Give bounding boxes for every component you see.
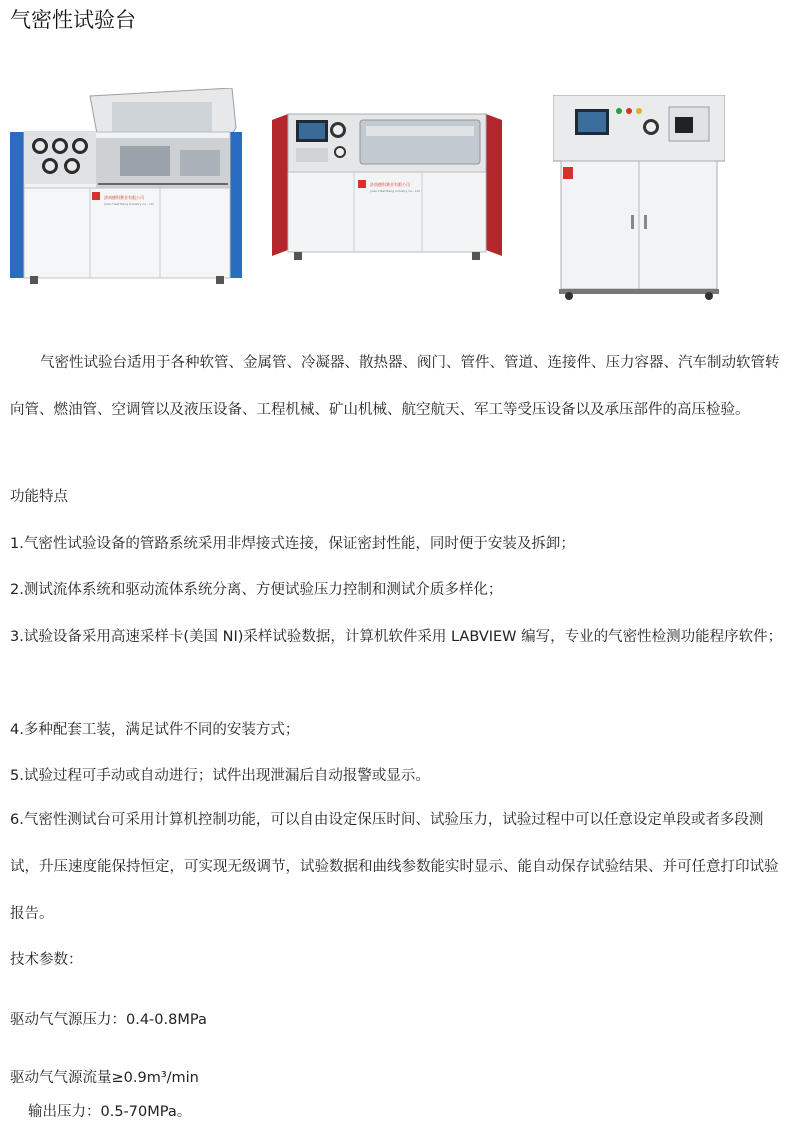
spec-item: 驱动气气源压力：0.4-0.8MPa xyxy=(10,1012,207,1028)
page-title: 气密性试验台 xyxy=(10,8,136,32)
intro-paragraph: 气密性试验台适用于各种软管、金属管、冷凝器、散热器、阀门、管件、管道、连接件、压力容器、汽车制动软管转向管、燃油管、空调管以及液压设备、工程机械、矿山机械、航空航天、军工等受压设备以及承压部件的高压检验。 xyxy=(10,355,780,418)
svg-text:济南德科赛业有限公司: 济南德科赛业有限公司 xyxy=(370,182,410,187)
svg-text:Jinan Heat Bang Industry Co.,: Jinan Heat Bang Industry Co., Ltd xyxy=(370,189,420,193)
feature-item: 5.试验过程可手动或自动进行；试件出现泄漏后自动报警或显示。 xyxy=(10,768,430,784)
feature-item: 4.多种配套工装，满足试件不同的安装方式； xyxy=(10,722,300,738)
feature-item: 1.气密性试验设备的管路系统采用非焊接式连接，保证密封性能，同时便于安装及拆卸； xyxy=(10,536,575,552)
feature-item: 6.气密性测试台可采用计算机控制功能，可以自由设定保压时间、试验压力，试验过程中可以任意设定单段或者多段测试，升压速度能保持恒定，可实现无级调节，试验数据和曲线参数能实时显示、能自动保存试验结果、并可任意打印试验报告。 xyxy=(10,812,779,922)
feature-item: 2.测试流体系统和驱动流体系统分离、方便试验压力控制和测试介质多样化； xyxy=(10,582,503,598)
spec-item: 驱动气气源流量≥0.9m³/min xyxy=(10,1070,199,1086)
test-bench-red-image xyxy=(272,110,502,260)
features-heading: 功能特点 xyxy=(10,489,68,505)
test-bench-cabinet-image xyxy=(553,95,725,300)
svg-text:济南德科赛业有限公司: 济南德科赛业有限公司 xyxy=(104,195,144,200)
feature-item: 3.试验设备采用高速采样卡(美国 NI)采样试验数据，计算机软件采用 LABVIEW 编写，专业的气密性检测功能程序软件； xyxy=(10,629,783,645)
specs-heading: 技术参数： xyxy=(10,952,83,968)
spec-item: 输出压力：0.5-70MPa。 xyxy=(28,1104,192,1120)
test-bench-blue-image xyxy=(10,88,242,284)
svg-text:Jinan Heat Bang Industry Co.,: Jinan Heat Bang Industry Co., Ltd xyxy=(104,202,154,206)
